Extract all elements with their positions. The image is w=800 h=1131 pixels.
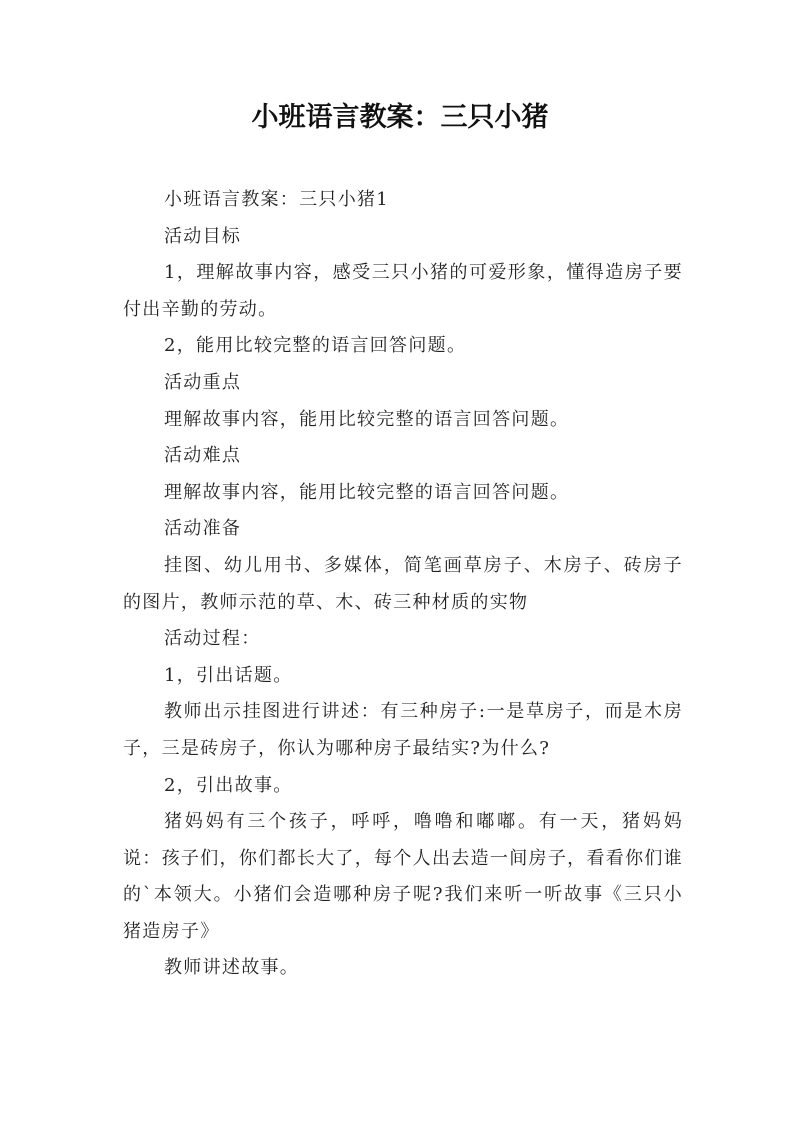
process-step-1: 1，引出话题。 [164,664,293,686]
document-title: 小班语言教案：三只小猪 [251,102,549,133]
preparation-text: 挂图、幼儿用书、多媒体，简笔画草房子、木房子、砖房子的图片，教师示范的草、木、砖三种材质的实物 [123,554,683,613]
section-subtitle: 小班语言教案：三只小猪1 [164,189,390,210]
document-body [123,182,683,987]
teacher-narration-text: 教师讲述故事。 [164,957,300,979]
heading-key-points: 活动重点 [164,371,242,393]
difficulties-text: 理解故事内容，能用比较完整的语言回答问题。 [164,481,570,503]
heading-process: 活动过程： [164,628,261,650]
heading-preparation: 活动准备 [164,518,242,540]
story-intro-text: 猪妈妈有三个孩子，呼呼，噜噜和嘟嘟。有一天，猪妈妈说：孩子们，你们都长大了，每个人出去造一间房子，看看你们谁的`本领大。小猪们会造哪种房子呢?我们来听一听故事《三只小猪造房子》 [123,811,683,942]
heading-difficulties: 活动难点 [164,445,242,467]
heading-objectives: 活动目标 [164,225,242,247]
process-step-2: 2，引出故事。 [164,774,293,796]
objective-item-1: 1，理解故事内容，感受三只小猪的可爱形象，懂得造房子要付出辛勤的劳动。 [123,262,683,320]
objective-item-2: 2，能用比较完整的语言回答问题。 [164,335,467,357]
key-points-text: 理解故事内容，能用比较完整的语言回答问题。 [164,408,570,430]
process-step-1-text: 教师出示挂图进行讲述：有三种房子:一是草房子，而是木房子，三是砖房子，你认为哪种房子最结实?为什么? [123,701,683,759]
